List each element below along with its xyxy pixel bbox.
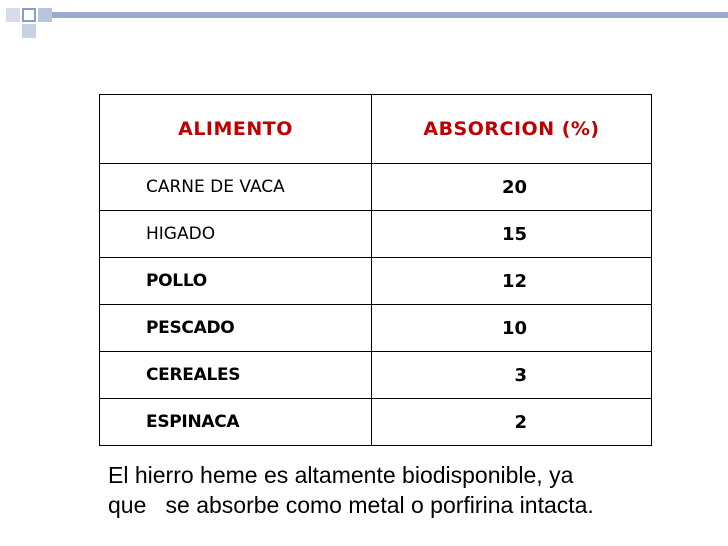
table-row	[100, 164, 652, 211]
table-row	[100, 258, 652, 305]
absorption-cell: 10	[372, 305, 652, 352]
absorption-cell: 20	[372, 164, 652, 211]
deco-square	[38, 8, 52, 22]
food-cell: HIGADO	[100, 211, 372, 258]
table-row	[100, 305, 652, 352]
absorption-table	[99, 94, 652, 446]
food-cell: PESCADO	[100, 305, 372, 352]
caption-line: El hierro heme es altamente biodisponible, ya	[108, 462, 574, 488]
absorption-cell: 2	[372, 399, 652, 446]
food-cell: CEREALES	[100, 352, 372, 399]
deco-square	[6, 8, 20, 22]
absorption-cell: 12	[372, 258, 652, 305]
table-header-row	[100, 95, 652, 164]
deco-square	[22, 8, 36, 22]
top-accent-bar	[52, 12, 728, 18]
absorption-cell: 15	[372, 211, 652, 258]
table-row	[100, 211, 652, 258]
caption-line: que se absorbe como metal o porfirina intacta.	[108, 492, 594, 518]
food-cell: ESPINACA	[100, 399, 372, 446]
absorption-cell: 3	[372, 352, 652, 399]
food-cell: CARNE DE VACA	[100, 164, 372, 211]
food-cell: POLLO	[100, 258, 372, 305]
table-row	[100, 399, 652, 446]
header-food: ALIMENTO	[178, 118, 293, 140]
table-row	[100, 352, 652, 399]
deco-square	[22, 24, 36, 38]
header-absorption: ABSORCION (%)	[372, 95, 652, 164]
decorative-squares	[0, 0, 60, 40]
caption-text	[108, 460, 718, 520]
